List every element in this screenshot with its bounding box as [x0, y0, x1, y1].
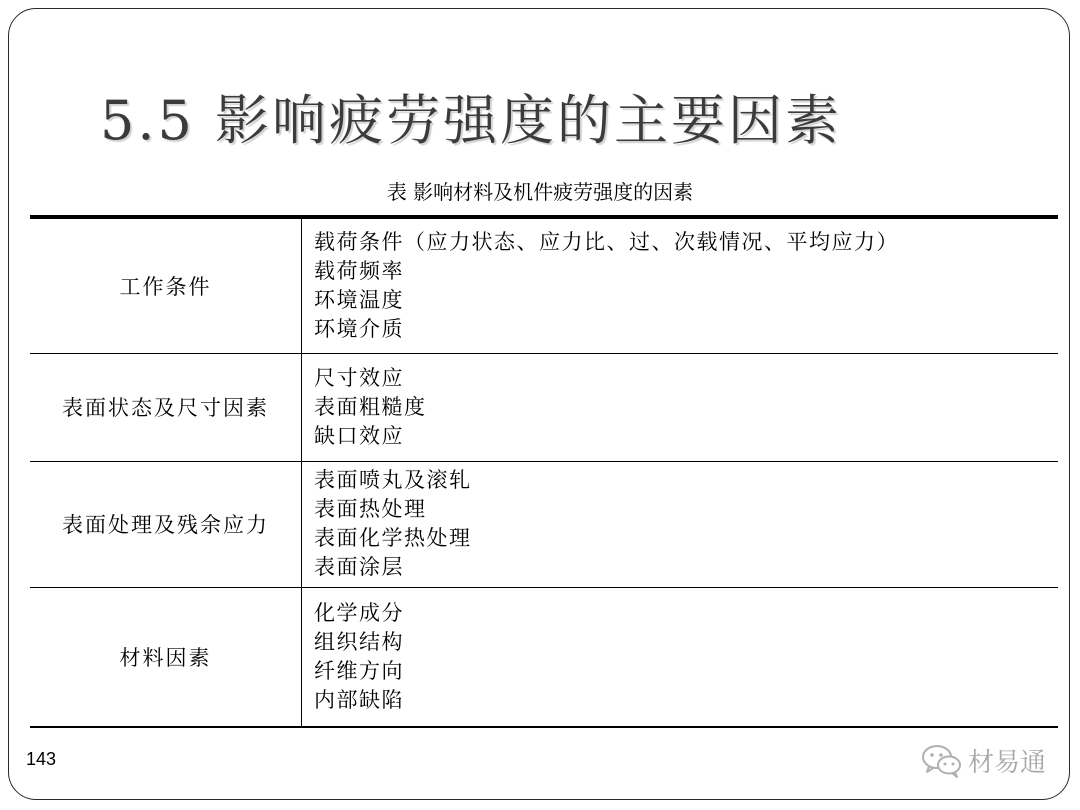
- table-row: [30, 461, 1058, 587]
- factor-item: 内部缺陷: [314, 687, 404, 712]
- factor-item: 载荷频率: [314, 258, 404, 283]
- items-cell: [302, 461, 1059, 587]
- factor-item: 尺寸效应: [314, 365, 404, 390]
- factor-item: 组织结构: [314, 629, 404, 654]
- category-cell: 工作条件: [30, 217, 302, 353]
- factor-item: 表面化学热处理: [314, 526, 472, 550]
- factor-item: 化学成分: [314, 600, 404, 625]
- category-cell: 材料因素: [30, 587, 302, 727]
- wechat-icon: [920, 743, 964, 779]
- watermark: [920, 742, 1046, 779]
- factor-item: 载荷条件（应力状态、应力比、过、次载情况、平均应力）: [314, 229, 899, 254]
- factor-item: 表面粗糙度: [314, 394, 427, 419]
- factors-table: [30, 215, 1058, 728]
- category-cell: 表面状态及尺寸因素: [30, 353, 302, 461]
- factor-item: 环境介质: [314, 316, 404, 341]
- table-row: [30, 353, 1058, 461]
- factor-item: 环境温度: [314, 287, 404, 312]
- factor-item: 表面热处理: [314, 497, 427, 521]
- watermark-text: 材易通: [968, 748, 1047, 778]
- category-cell: 表面处理及残余应力: [30, 461, 302, 587]
- factor-item: 表面涂层: [314, 555, 404, 579]
- items-cell: [302, 217, 1059, 353]
- table-row: [30, 217, 1058, 353]
- factor-item: 表面喷丸及滚轧: [314, 468, 472, 492]
- slide-title: 5.5 影响疲劳强度的主要因素: [100, 89, 843, 152]
- page-number: 143: [26, 749, 57, 769]
- table-row: [30, 587, 1058, 727]
- items-cell: [302, 353, 1059, 461]
- items-cell: [302, 587, 1059, 727]
- table-caption: 表 影响材料及机件疲劳强度的因素: [386, 180, 694, 204]
- factor-item: 缺口效应: [314, 423, 404, 448]
- factor-item: 纤维方向: [314, 658, 404, 683]
